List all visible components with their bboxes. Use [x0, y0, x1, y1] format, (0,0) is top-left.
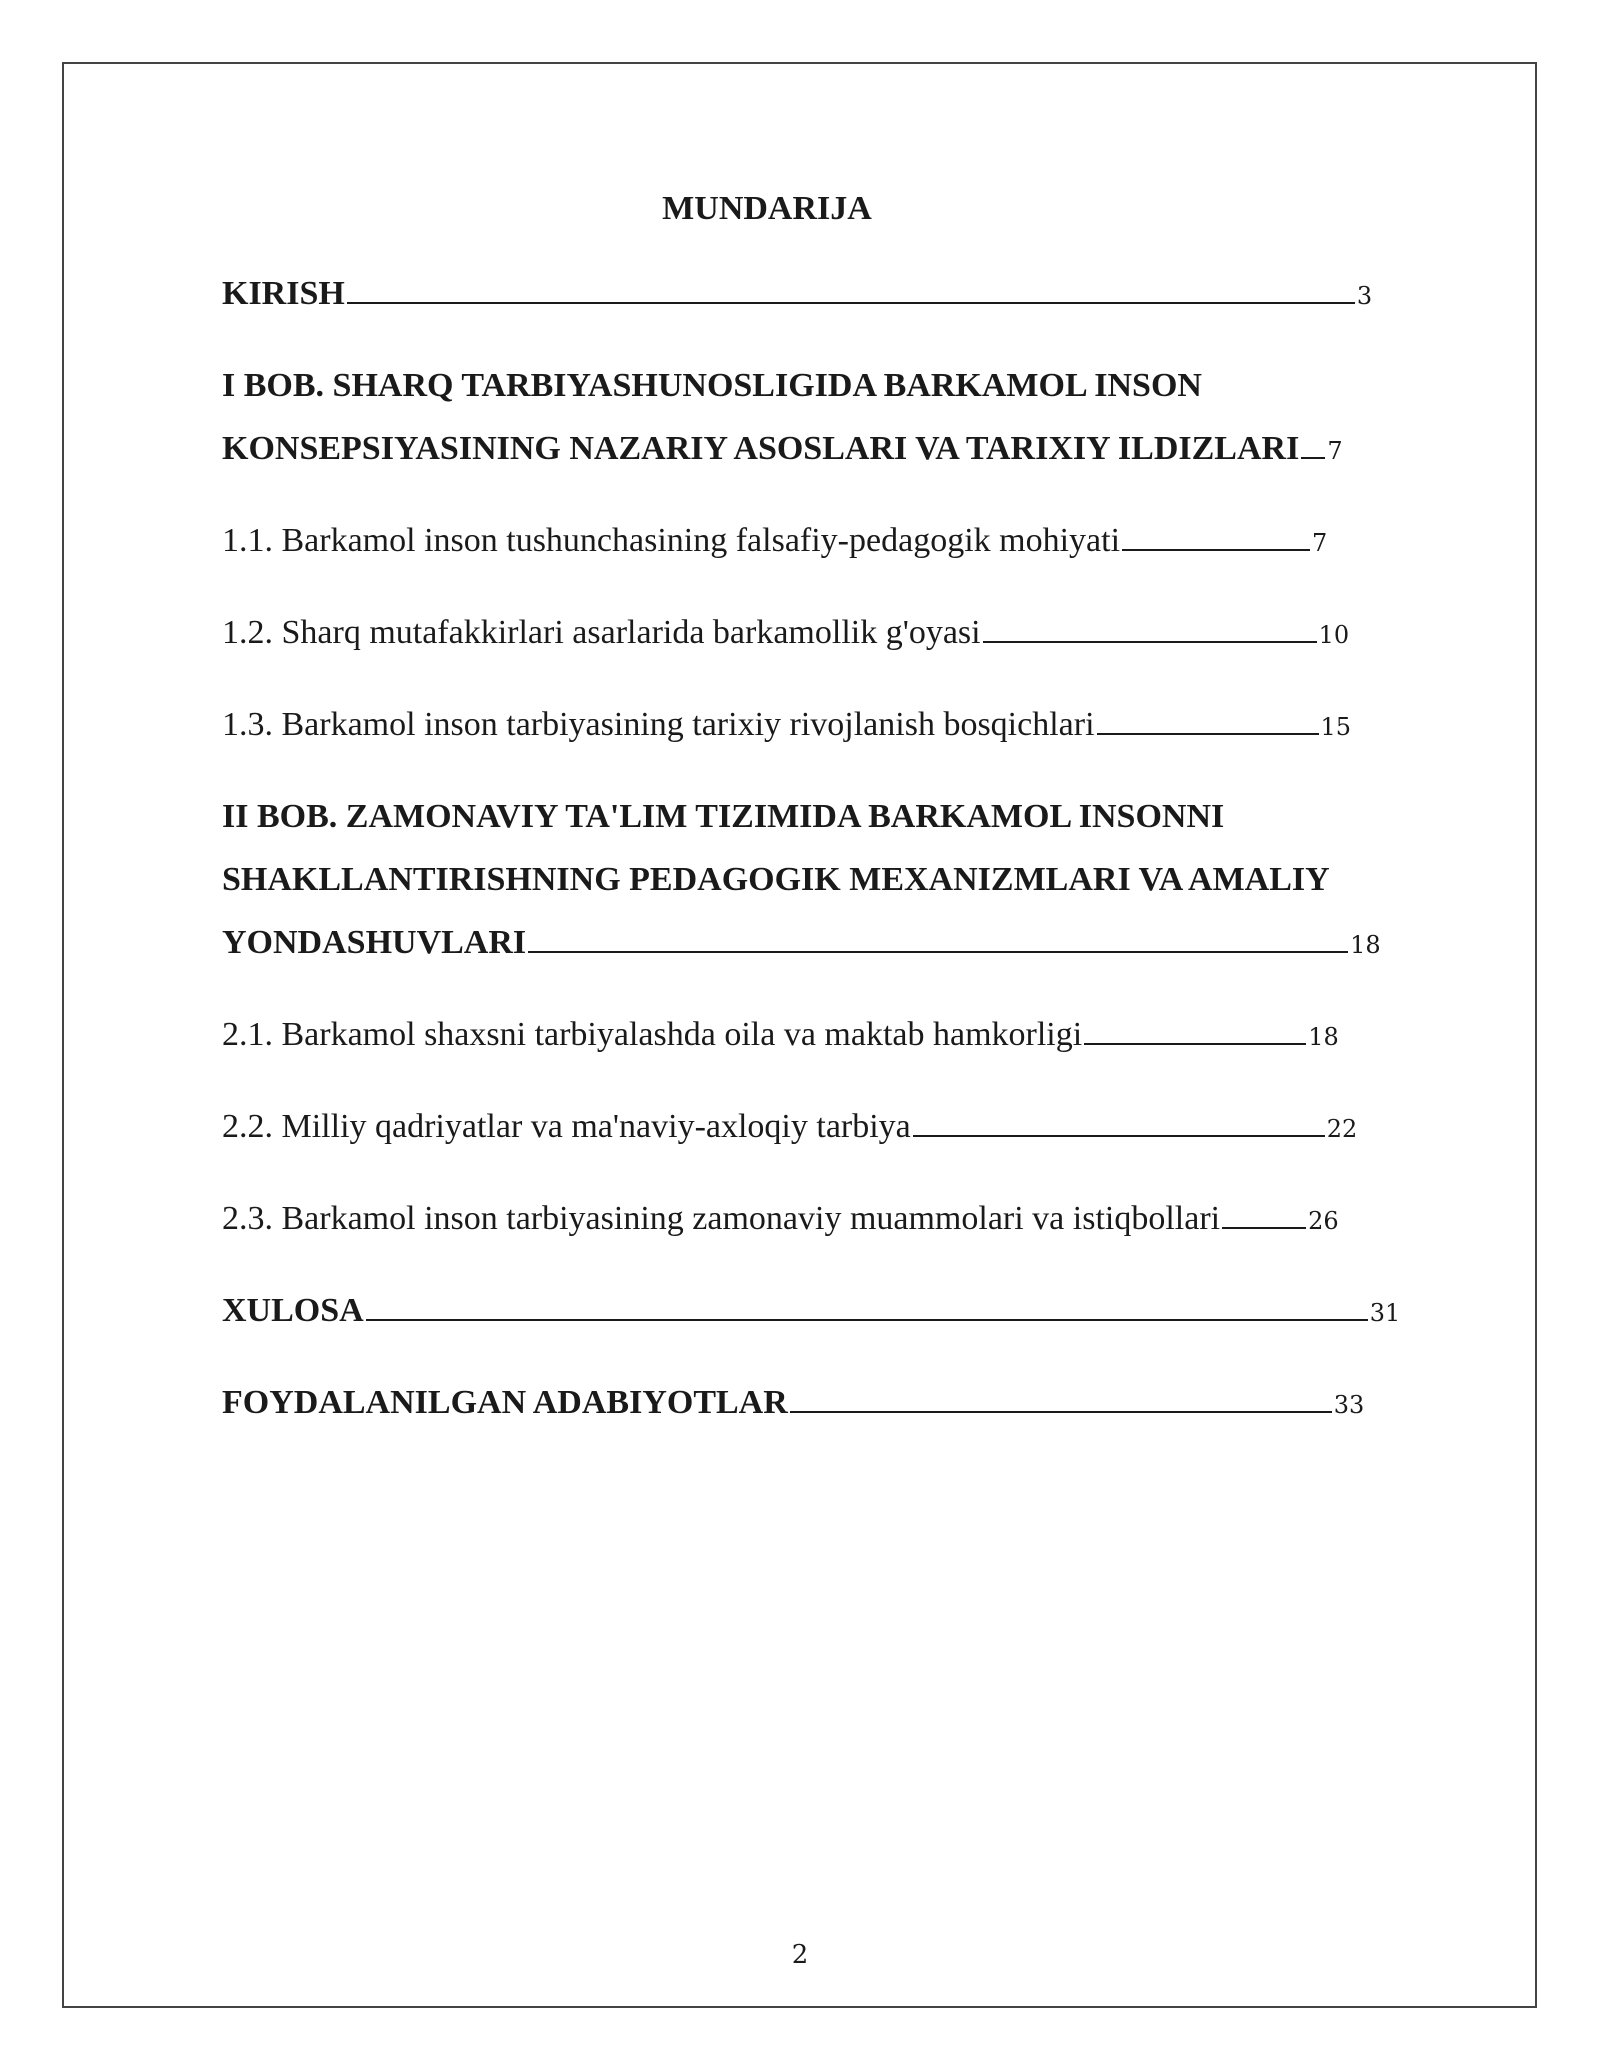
- toc-page-number: 33: [1333, 1391, 1365, 1419]
- toc-entry-chapter-2: [222, 785, 1452, 977]
- toc-leader: [1122, 523, 1310, 551]
- toc-leader: [1084, 1017, 1306, 1045]
- toc-leader: [790, 1385, 1332, 1413]
- toc-entry-kirish: [222, 262, 1452, 328]
- toc-title: MUNDARIJA: [662, 190, 872, 227]
- toc-entry-2-2: [222, 1095, 1452, 1161]
- toc-entry-label: 1.2. Sharq mutafakkirlari asarlarida barkamollik g'oyasi: [222, 614, 981, 651]
- toc-entry-xulosa: [222, 1279, 1452, 1345]
- toc-page-number: 7: [1327, 437, 1343, 465]
- toc-entry-label: KIRISH: [222, 275, 345, 312]
- toc-leader: [366, 1293, 1368, 1321]
- toc-entry-label: 1.3. Barkamol inson tarbiyasining tarixiy rivojlanish bosqichlari: [222, 706, 1095, 743]
- toc-page-number: 15: [1320, 713, 1352, 741]
- toc-entry-label: XULOSA: [222, 1292, 364, 1329]
- toc-page-number: 7: [1312, 529, 1328, 557]
- toc-leader: [1097, 707, 1319, 735]
- table-of-contents: [222, 178, 1452, 1463]
- toc-leader: [528, 925, 1348, 953]
- toc-entry-label: 2.1. Barkamol shaxsni tarbiyalashda oila va maktab hamkorligi: [222, 1016, 1083, 1053]
- toc-leader: [983, 615, 1317, 643]
- toc-entry-label-line: KONSEPSIYASINING NAZARIY ASOSLARI VA TARIXIY ILDIZLARI: [222, 430, 1300, 467]
- toc-page-number: 26: [1308, 1207, 1339, 1235]
- toc-entry-1-3: [222, 693, 1452, 759]
- toc-entry-label-line: YONDASHUVLARI: [222, 924, 527, 961]
- toc-page-number: 31: [1369, 1299, 1401, 1327]
- toc-leader: [913, 1109, 1325, 1137]
- toc-entry-adabiyotlar: [222, 1371, 1452, 1437]
- toc-entry-1-1: [222, 509, 1452, 575]
- toc-page-number: 18: [1350, 931, 1381, 959]
- page-number: 2: [791, 1940, 809, 1970]
- toc-leader: [347, 276, 1355, 304]
- toc-page-number: 10: [1318, 621, 1350, 649]
- toc-leader: [1222, 1201, 1306, 1229]
- toc-page-number: 18: [1308, 1023, 1339, 1051]
- toc-entry-1-2: [222, 601, 1452, 667]
- toc-entry-label: 2.3. Barkamol inson tarbiyasining zamonaviy muammolari va istiqbollari: [222, 1200, 1221, 1237]
- toc-page-number: 3: [1356, 282, 1373, 310]
- toc-entry-label-line: I BOB. SHARQ TARBIYASHUNOSLIGIDA BARKAMOL INSON: [222, 367, 1202, 404]
- toc-entry-label: 1.1. Barkamol inson tushunchasining falsafiy-pedagogik mohiyati: [222, 522, 1121, 559]
- toc-entry-label-line: II BOB. ZAMONAVIY TA'LIM TIZIMIDA BARKAMOL INSONNI: [222, 798, 1225, 835]
- toc-entry-label-line: SHAKLLANTIRISHNING PEDAGOGIK MEXANIZMLARI VA AMALIY: [222, 861, 1330, 898]
- toc-page-number: 22: [1326, 1115, 1358, 1143]
- toc-entry-chapter-1: [222, 354, 1452, 483]
- toc-leader: [1301, 431, 1325, 459]
- toc-entry-label: 2.2. Milliy qadriyatlar va ma'naviy-axloqiy tarbiya: [222, 1108, 911, 1145]
- toc-entry-2-1: [222, 1003, 1452, 1069]
- toc-entry-2-3: [222, 1187, 1452, 1253]
- toc-entry-label: FOYDALANILGAN ADABIYOTLAR: [222, 1384, 788, 1421]
